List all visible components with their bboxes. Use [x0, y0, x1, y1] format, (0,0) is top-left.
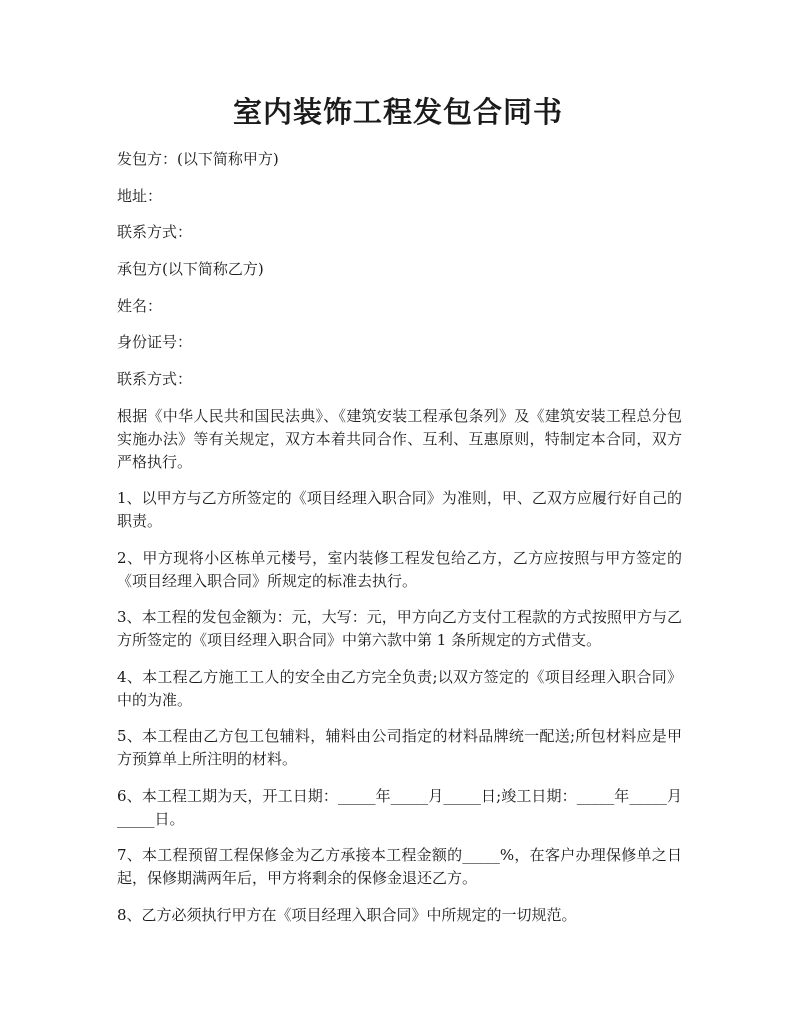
field-employer-contact: 联系方式：: [117, 223, 193, 242]
paragraph-clause-6: 6、本工程工期为天，开工日期：_____年_____月_____日;竣工日期：_____年_____月_____日。: [117, 786, 682, 828]
field-contractor-contact: 联系方式：: [117, 370, 193, 389]
paragraph-preamble: 根据《中华人民共和国民法典》、《建筑安装工程承包条列》及《建筑安装工程总分包实施办法》等有关规定，双方本着共同合作、互利、互惠原则，特制定本合同，双方严格执行。: [117, 406, 682, 471]
paragraph-clause-3: 3、本工程的发包金额为：元，大写：元，甲方向乙方支付工程款的方式按照甲方与乙方所签定的《项目经理入职合同》中第六款中第 1 条所规定的方式借支。: [117, 608, 682, 650]
document-body: [117, 148, 682, 940]
field-name: 姓名：: [117, 296, 163, 315]
field-contractor: 承包方(以下简称乙方): [117, 260, 264, 279]
paragraph-clause-1: 1、以甲方与乙方所签定的《项目经理入职合同》为准则，甲、乙双方应履行好自己的职责。: [117, 489, 682, 531]
document-title: 室内装饰工程发包合同书: [232, 95, 563, 129]
field-id-number: 身份证号：: [117, 333, 193, 352]
paragraph-clause-2: 2、甲方现将小区栋单元楼号，室内装修工程发包给乙方，乙方应按照与甲方签定的《项目经理入职合同》所规定的标准去执行。: [117, 548, 682, 590]
field-address: 地址：: [117, 186, 163, 205]
paragraph-clause-5: 5、本工程由乙方包工包辅料，辅料由公司指定的材料品牌统一配送;所包材料应是甲方预算单上所注明的材料。: [117, 727, 682, 769]
field-employer: 发包方：(以下简称甲方): [117, 150, 279, 168]
paragraph-clause-8: 8、乙方必须执行甲方在《项目经理入职合同》中所规定的一切规范。: [117, 905, 577, 924]
paragraph-clause-7: 7、本工程预留工程保修金为乙方承接本工程金额的_____%，在客户办理保修单之日起，保修期满两年后，甲方将剩余的保修金退还乙方。: [117, 846, 682, 888]
paragraph-clause-4: 4、本工程乙方施工工人的安全由乙方完全负责;以双方签定的《项目经理入职合同》中的为准。: [117, 667, 682, 709]
